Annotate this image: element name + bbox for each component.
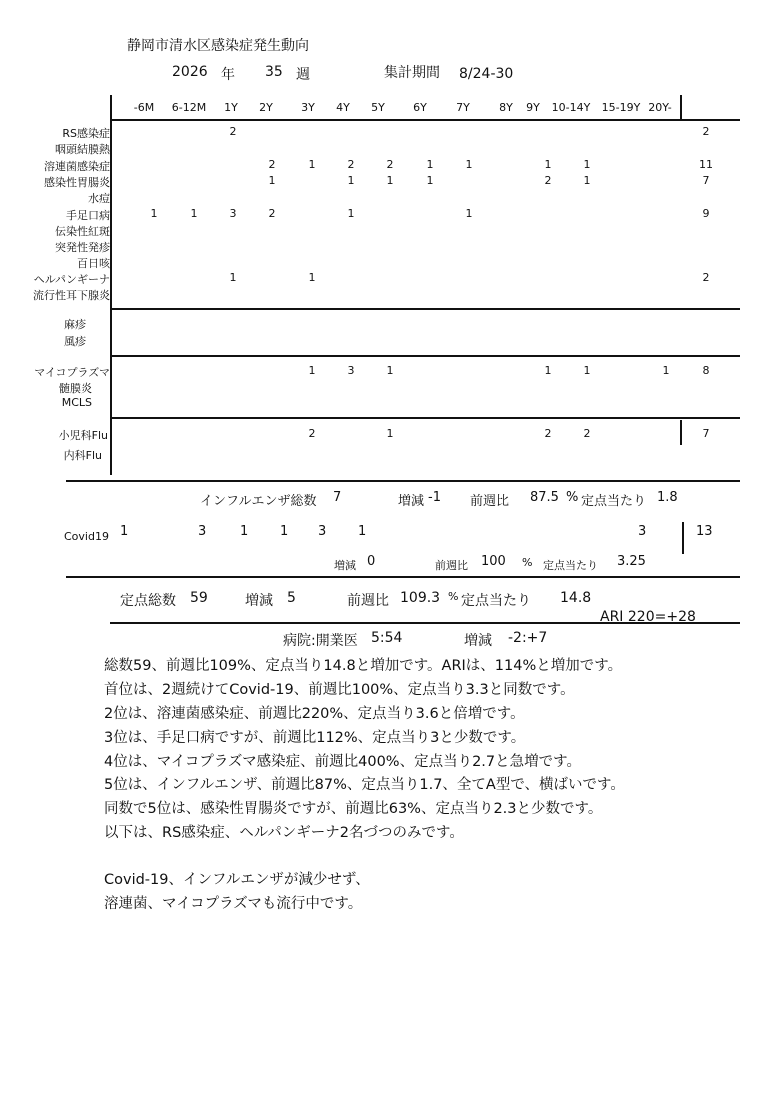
age-header: 3Y	[301, 101, 315, 114]
disease-label: マイコプラズマ	[34, 366, 110, 379]
table-cell: 1	[662, 364, 670, 377]
summary-total: 59	[190, 590, 208, 606]
table-cell: 2	[229, 125, 237, 138]
age-header: 9Y	[526, 101, 540, 114]
comment-line: Covid-19、インフルエンザが減少せず、	[104, 872, 370, 888]
table-cell: 2	[347, 158, 355, 171]
age-header: -6M	[133, 101, 155, 114]
table-cell: 1	[426, 158, 434, 171]
covid-cell: 3	[318, 524, 327, 539]
comment-line: 5位は、インフルエンザ、前週比87%、定点当り1.7、全てA型で、横ばいです。	[104, 777, 625, 793]
flu-per-label: 定点当たり	[581, 494, 647, 509]
year-unit: 年	[221, 67, 235, 83]
flu-ratio: 87.5	[530, 490, 559, 505]
covid-label: Covid19	[64, 530, 109, 543]
flu-divider	[66, 480, 740, 482]
table-cell: 3	[229, 207, 237, 220]
summary-change-label: 増減	[245, 593, 273, 609]
hospital-ratio: 5:54	[371, 630, 403, 646]
comment-line: 総数59、前週比109%、定点当り14.8と増加です。ARIは、114%と増加です。	[104, 658, 623, 674]
table-cell: 1	[229, 271, 237, 284]
covid-change: 0	[367, 554, 376, 569]
table-cell: 1	[386, 174, 394, 187]
flu-total: 7	[333, 490, 342, 505]
disease-label: 風疹	[64, 335, 86, 348]
table-cell: 1	[190, 207, 198, 220]
table-cell: 1	[308, 158, 316, 171]
hospital-label: 病院:開業医	[283, 633, 358, 649]
summary-ratio: 109.3	[400, 590, 441, 606]
covid-cell: 1	[120, 524, 129, 539]
section-divider-1	[110, 308, 740, 310]
hospital-change-label: 増減	[464, 633, 492, 649]
table-cell: 1	[386, 364, 394, 377]
disease-label: 麻疹	[64, 318, 86, 331]
table-cell: 1	[583, 364, 591, 377]
disease-label: RS感染症	[62, 127, 110, 140]
table-cell: 2	[308, 427, 316, 440]
flu-change: -1	[428, 490, 441, 505]
age-header: 20Y-	[648, 101, 672, 114]
summary-per: 14.8	[560, 590, 592, 606]
disease-label: 手足口病	[66, 209, 110, 222]
summary-change: 5	[287, 590, 296, 606]
comment-line: 4位は、マイコプラズマ感染症、前週比400%、定点当り2.7と急増です。	[104, 754, 581, 770]
table-cell: 1	[386, 427, 394, 440]
comment-line: 同数で5位は、感染性胃腸炎ですが、前週比63%、定点当り2.3と少数です。	[104, 801, 603, 817]
disease-label: 小児科Flu	[58, 429, 108, 442]
flu-per: 1.8	[657, 490, 678, 505]
covid-cell: 3	[638, 524, 647, 539]
table-cell: 1	[465, 158, 473, 171]
table-cell: 3	[347, 364, 355, 377]
disease-label: 溶連菌感染症	[44, 160, 110, 173]
row-total: 8	[702, 364, 710, 377]
disease-label: 伝染性紅斑	[55, 225, 110, 238]
table-cell: 1	[426, 174, 434, 187]
covid-total: 13	[696, 524, 713, 539]
comment-line: 溶連菌、マイコプラズマも流行中です。	[104, 896, 363, 912]
summary-ratio-unit: %	[448, 590, 459, 603]
week-unit: 週	[296, 67, 310, 83]
table-cell: 1	[347, 174, 355, 187]
covid-change-label: 増減	[334, 559, 356, 572]
age-header: 6-12M	[171, 101, 207, 114]
header-divider	[110, 119, 740, 121]
hospital-change: -2:+7	[508, 630, 548, 646]
age-header: 2Y	[259, 101, 273, 114]
table-cell: 2	[544, 174, 552, 187]
table-cell: 1	[308, 271, 316, 284]
table-cell: 2	[386, 158, 394, 171]
week: 35	[265, 64, 283, 80]
period: 8/24-30	[459, 66, 514, 82]
summary-per-label: 定点当たり	[461, 593, 531, 609]
flu-total-border	[680, 420, 682, 445]
covid-cell: 1	[358, 524, 367, 539]
table-cell: 1	[150, 207, 158, 220]
age-header: 5Y	[371, 101, 385, 114]
table-cell: 1	[583, 158, 591, 171]
flu-total-label: インフルエンザ総数	[200, 494, 317, 509]
covid-divider	[66, 576, 740, 578]
ari-value: ARI 220=+28	[600, 609, 696, 625]
comment-line: 3位は、手足口病ですが、前週比112%、定点当り3と少数です。	[104, 730, 526, 746]
table-cell: 1	[347, 207, 355, 220]
covid-ratio-label: 前週比	[435, 559, 468, 572]
covid-cell: 1	[280, 524, 289, 539]
covid-ratio-unit: %	[522, 556, 533, 569]
covid-per: 3.25	[617, 554, 646, 569]
flu-ratio-unit: %	[566, 490, 579, 505]
age-header: 15-19Y	[601, 101, 641, 114]
covid-ratio: 100	[481, 554, 506, 569]
covid-cell: 3	[198, 524, 207, 539]
disease-label: 百日咳	[77, 257, 110, 270]
age-header: 7Y	[456, 101, 470, 114]
table-cell: 1	[465, 207, 473, 220]
table-cell: 2	[583, 427, 591, 440]
table-cell: 2	[544, 427, 552, 440]
disease-label: 突発性発疹	[55, 241, 110, 254]
comment-line: 2位は、溶連菌感染症、前週比220%、定点当り3.6と倍増です。	[104, 706, 525, 722]
row-total: 2	[702, 125, 710, 138]
table-cell: 2	[268, 158, 276, 171]
age-header: 4Y	[336, 101, 350, 114]
section-divider-2	[110, 355, 740, 357]
row-total: 7	[702, 174, 710, 187]
section-divider-3	[110, 417, 740, 419]
disease-label: ヘルパンギーナ	[33, 273, 110, 286]
disease-label: 流行性耳下腺炎	[33, 289, 110, 302]
disease-label: 内科Flu	[63, 449, 102, 462]
table-cell: 1	[583, 174, 591, 187]
comment-line: 以下は、RS感染症、ヘルパンギーナ2名づつのみです。	[104, 825, 464, 841]
table-cell: 1	[308, 364, 316, 377]
disease-label: MCLS	[61, 396, 92, 409]
covid-cell: 1	[240, 524, 249, 539]
disease-label: 髄膜炎	[59, 382, 92, 395]
table-cell: 1	[268, 174, 276, 187]
row-total: 11	[699, 158, 713, 171]
total-col-border-top	[680, 95, 682, 120]
disease-label: 咽頭結膜熱	[55, 143, 110, 156]
row-total: 2	[702, 271, 710, 284]
table-cell: 1	[544, 158, 552, 171]
covid-total-border	[682, 522, 684, 554]
table-cell: 2	[268, 207, 276, 220]
flu-change-label: 増減	[398, 494, 425, 509]
summary-total-label: 定点総数	[120, 593, 176, 609]
flu-ratio-label: 前週比	[470, 494, 510, 509]
row-total: 9	[702, 207, 710, 220]
age-header: 8Y	[499, 101, 513, 114]
covid-per-label: 定点当たり	[543, 559, 598, 572]
disease-label: 感染性胃腸炎	[44, 176, 110, 189]
summary-ratio-label: 前週比	[347, 593, 389, 609]
age-header: 6Y	[413, 101, 427, 114]
row-total: 7	[702, 427, 710, 440]
year: 2026	[172, 64, 208, 80]
disease-label: 水痘	[88, 192, 110, 205]
period-label: 集計期間	[384, 65, 440, 81]
comment-line: 首位は、2週続けてCovid-19、前週比100%、定点当り3.3と同数です。	[104, 682, 575, 698]
table-cell: 1	[544, 364, 552, 377]
page-title: 静岡市清水区感染症発生動向	[127, 38, 309, 54]
age-header: 1Y	[224, 101, 238, 114]
age-header: 10-14Y	[551, 101, 591, 114]
